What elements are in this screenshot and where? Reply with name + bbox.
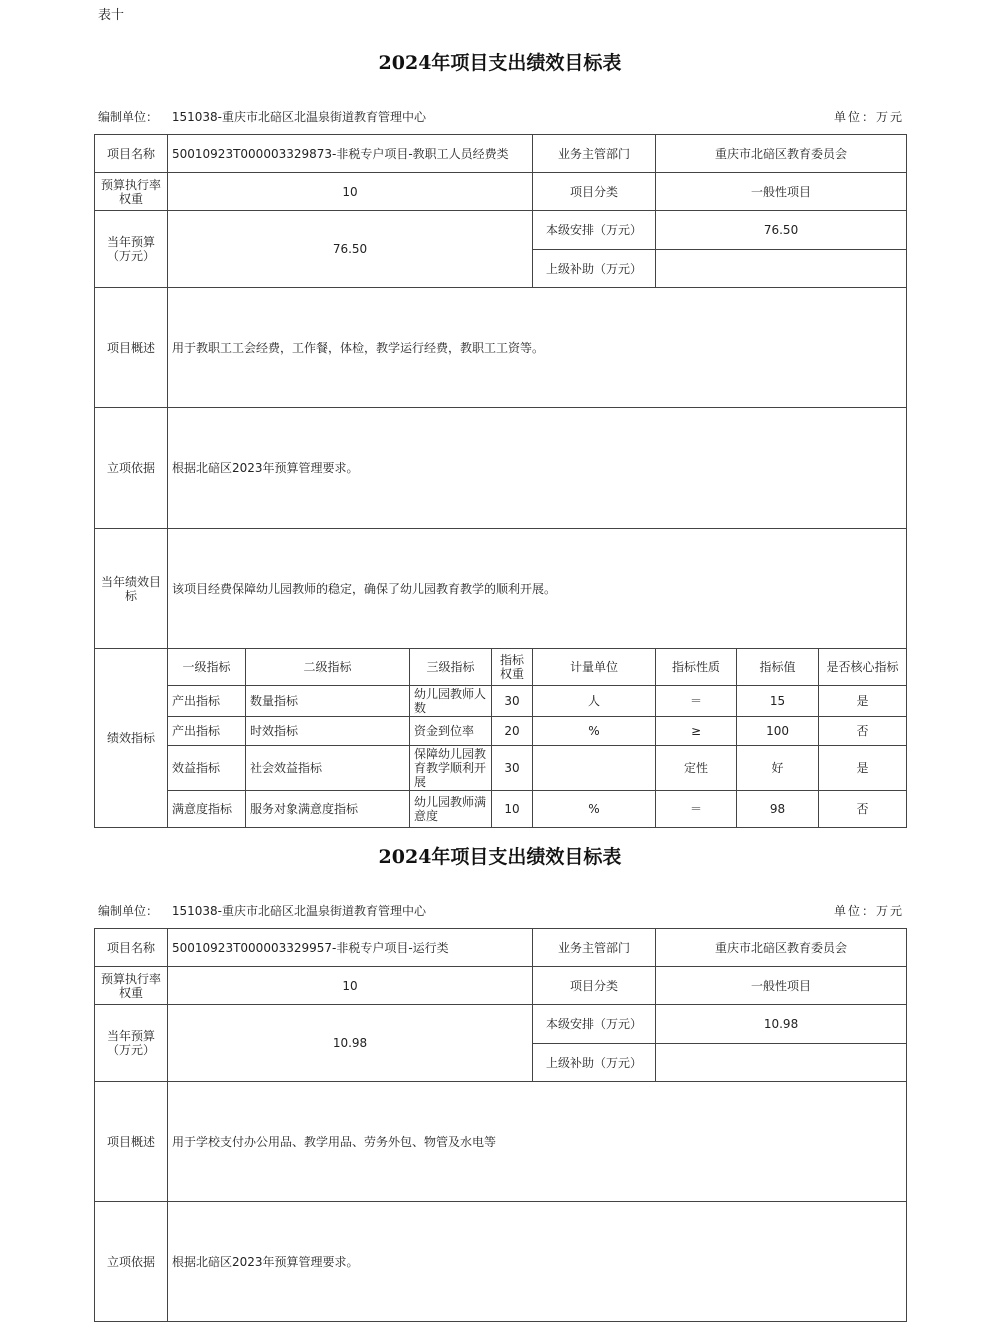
overview-label: 项目概述 [95,1082,168,1202]
goal-label: 当年绩效目标 [95,529,168,649]
cell-core: 否 [819,791,907,828]
table-row [95,686,907,717]
table-row [95,746,907,791]
unit-value: 151038-重庆市北碚区北温泉街道教育管理中心 [171,110,426,124]
overview: 用于教职工工会经费，工作餐，体检，教学运行经费，教职工工资等。 [168,288,907,408]
header-level1: 一级指标 [168,649,246,686]
cell-unit: % [533,717,656,746]
table-row [95,717,907,746]
budget-label: 当年预算（万元） [95,211,168,288]
cell-value: 100 [737,717,819,746]
cell-weight: 30 [492,686,533,717]
cell-core: 是 [819,746,907,791]
section-2-title: 2024年项目支出绩效目标表 [378,846,622,868]
unit-label: 编制单位： [98,904,159,918]
header-value: 指标值 [737,649,819,686]
overview: 用于学校支付办公用品、教学用品、劳务外包、物管及水电等 [168,1082,907,1202]
unit-value: 151038-重庆市北碚区北温泉街道教育管理中心 [171,904,426,918]
weight-label: 预算执行率权重 [95,967,168,1005]
subsidy-label: 上级补助（万元） [533,250,656,288]
section-1-unit-row [98,108,904,125]
subsidy-label: 上级补助（万元） [533,1044,656,1082]
header-core: 是否核心指标 [819,649,907,686]
cell-nature: ＝ [656,686,737,717]
cell-nature: ≥ [656,717,737,746]
basis: 根据北碚区2023年预算管理要求。 [168,1202,907,1322]
goal: 该项目经费保障幼儿园教师的稳定，确保了幼儿园教育教学的顺利开展。 [168,529,907,649]
section-2-unit-row [98,902,904,919]
section-2-table [94,928,907,1322]
cell-unit: 人 [533,686,656,717]
budget-label: 当年预算（万元） [95,1005,168,1082]
dept: 重庆市北碚区教育委员会 [656,135,907,173]
cell-weight: 20 [492,717,533,746]
header-weight: 指标权重 [492,649,533,686]
cell-core: 否 [819,717,907,746]
project-name-label: 项目名称 [95,929,168,967]
project-name: 50010923T000003329873-非税专户项目-教职工人员经费类 [168,135,533,173]
basis: 根据北碚区2023年预算管理要求。 [168,408,907,529]
project-name-label: 项目名称 [95,135,168,173]
budget: 76.50 [168,211,533,288]
local-label: 本级安排（万元） [533,211,656,250]
weight: 10 [168,173,533,211]
cell-nature: ＝ [656,791,737,828]
subsidy [656,1044,907,1082]
cell-level2: 社会效益指标 [246,746,410,791]
table-row [95,791,907,828]
category: 一般性项目 [656,173,907,211]
basis-label: 立项依据 [95,1202,168,1322]
cell-level2: 数量指标 [246,686,410,717]
cell-value: 98 [737,791,819,828]
cell-value: 15 [737,686,819,717]
header-unit: 计量单位 [533,649,656,686]
category-label: 项目分类 [533,967,656,1005]
project-name: 50010923T000003329957-非税专户项目-运行类 [168,929,533,967]
cell-weight: 10 [492,791,533,828]
subsidy [656,250,907,288]
cell-level3: 幼儿园教师满意度 [410,791,492,828]
weight: 10 [168,967,533,1005]
page-label: 表十 [98,8,125,23]
weight-label: 预算执行率权重 [95,173,168,211]
basis-label: 立项依据 [95,408,168,529]
category: 一般性项目 [656,967,907,1005]
cell-level2: 服务对象满意度指标 [246,791,410,828]
money-unit: 单位：万元 [833,904,904,918]
cell-level1: 效益指标 [168,746,246,791]
header-level3: 三级指标 [410,649,492,686]
cell-level1: 产出指标 [168,686,246,717]
local: 76.50 [656,211,907,250]
section-1-table [94,134,907,828]
cell-unit [533,746,656,791]
budget: 10.98 [168,1005,533,1082]
cell-nature: 定性 [656,746,737,791]
section-1-title: 2024年项目支出绩效目标表 [378,52,622,74]
unit-label: 编制单位： [98,110,159,124]
local-label: 本级安排（万元） [533,1005,656,1044]
header-nature: 指标性质 [656,649,737,686]
dept-label: 业务主管部门 [533,929,656,967]
cell-level1: 产出指标 [168,717,246,746]
cell-unit: % [533,791,656,828]
indicators-label: 绩效指标 [95,649,168,828]
cell-level1: 满意度指标 [168,791,246,828]
dept-label: 业务主管部门 [533,135,656,173]
local: 10.98 [656,1005,907,1044]
cell-level2: 时效指标 [246,717,410,746]
dept: 重庆市北碚区教育委员会 [656,929,907,967]
cell-value: 好 [737,746,819,791]
cell-core: 是 [819,686,907,717]
money-unit: 单位：万元 [833,110,904,124]
category-label: 项目分类 [533,173,656,211]
cell-level3: 资金到位率 [410,717,492,746]
overview-label: 项目概述 [95,288,168,408]
header-level2: 二级指标 [246,649,410,686]
cell-level3: 保障幼儿园教育教学顺利开展 [410,746,492,791]
cell-level3: 幼儿园教师人数 [410,686,492,717]
cell-weight: 30 [492,746,533,791]
